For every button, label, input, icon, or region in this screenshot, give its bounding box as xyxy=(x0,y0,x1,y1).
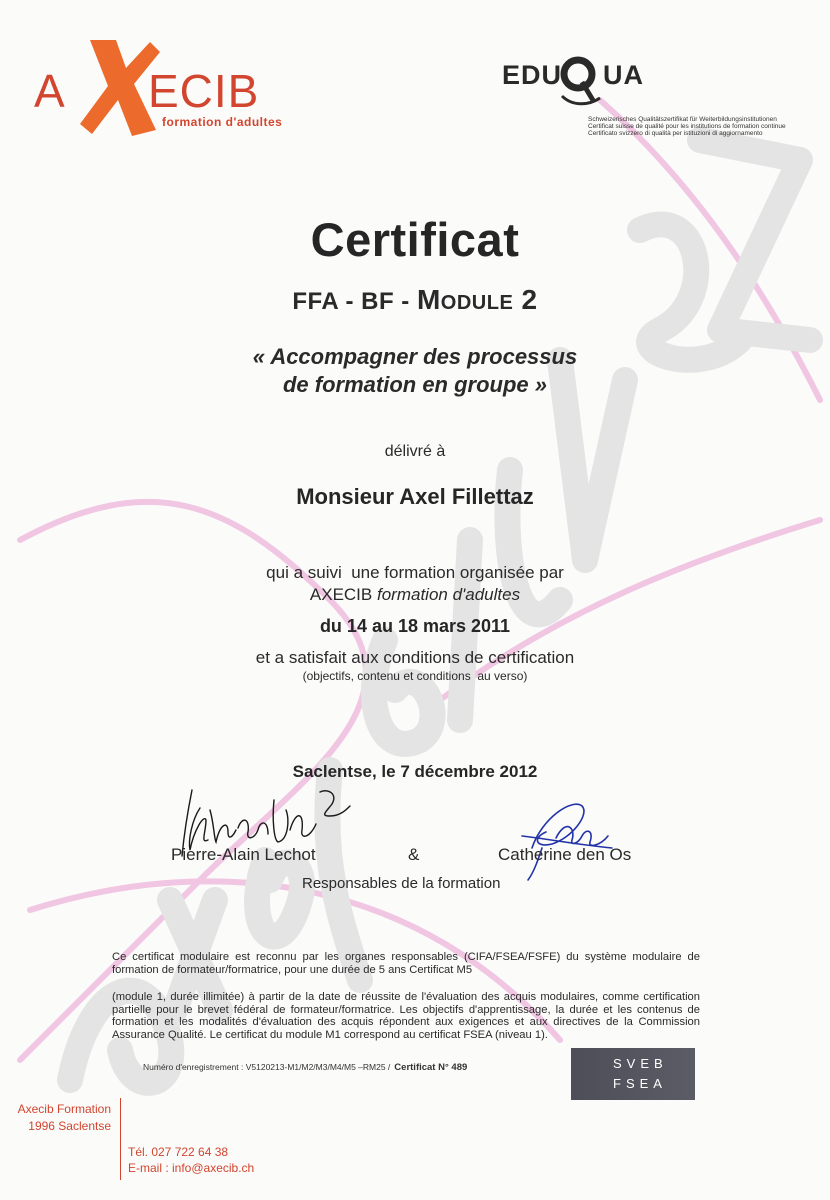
axecib-tagline: formation d'adultes xyxy=(162,115,283,129)
signer-1-name: Pierre-Alain Lechot xyxy=(171,845,316,864)
axecib-logo xyxy=(32,38,312,138)
organizer-line xyxy=(0,585,830,605)
course-dates: du 14 au 18 mars 2011 xyxy=(319,616,511,636)
registration-line xyxy=(143,1062,467,1073)
footer-email: E-mail : info@axecib.ch xyxy=(128,1161,255,1175)
footer-phone: Tél. 027 722 64 38 xyxy=(128,1145,229,1159)
certificate-title: Certificat xyxy=(310,213,520,266)
module-title-line-1: « Accompagner des processus xyxy=(252,344,578,369)
eduqua-word-right: UA xyxy=(603,60,644,90)
signer-2-name: Catherine den Os xyxy=(498,845,632,864)
eduqua-line-fr: Certificat suisse de qualité pour les institutions de formation continue xyxy=(588,123,786,130)
module-prefix: FFA - BF - xyxy=(292,288,417,315)
registration-number: Numéro d'enregistrement : V5120213-M1/M2/M3/M4/M5 –RM25 / xyxy=(143,1062,391,1072)
sveb-fsea-logo xyxy=(571,1048,695,1100)
module-title-line-2: de formation en groupe » xyxy=(282,372,548,397)
validity-paragraph: (module 1, durée illimitée) à partir de la date de réussite de l'évaluation des acquis modulaires, comme certification partielle pour le brevet fédéral de formateur/formatrice. Les objectifs d'apprentissage, la durée et les contenus de formation et les modalités d'évaluation des acquis répondent aux exigences et aux directives de la Commission Assurance Qualité. Le certificat du module M1 correspond au certificat FSEA (niveau 1). xyxy=(112,991,700,1041)
module-line xyxy=(0,284,830,316)
footer-divider xyxy=(120,1098,121,1180)
module-name: Module 2 xyxy=(416,284,538,315)
eduqua-line-it: Certificato svizzero di qualità per istituzioni di aggiornamento xyxy=(588,130,763,137)
eduqua-word-left: EDU xyxy=(502,60,563,90)
signers-role: Responsables de la formation xyxy=(302,875,501,892)
footer-company-name: Axecib Formation xyxy=(17,1102,111,1116)
recognition-paragraph: Ce certificat modulaire est reconnu par les organes responsables (CIFA/FSEA/FSFE) du système modulaire de formation de formateur/formatrice, pour une durée de 5 ans Certificat M5 xyxy=(112,951,700,976)
axecib-letter-a: A xyxy=(34,65,65,117)
recipient-name: Monsieur Axel Fillettaz xyxy=(296,484,534,509)
place-and-date: Saclentse, le 7 décembre 2012 xyxy=(292,762,538,781)
sveb-text: SVEB xyxy=(613,1056,668,1071)
organizer-name: AXECIB xyxy=(309,585,373,604)
eduqua-logo xyxy=(500,52,800,147)
followed-text: qui a suivi une formation organisée par xyxy=(266,563,564,582)
eduqua-q-icon xyxy=(558,52,602,108)
signature-den-os xyxy=(512,788,622,883)
delivered-to-label: délivré à xyxy=(384,443,446,460)
conditions-text: et a satisfait aux conditions de certification xyxy=(255,648,575,667)
certificate-number: Certificat N° 489 xyxy=(394,1062,468,1073)
fsea-text: FSEA xyxy=(613,1076,667,1091)
organizer-suffix: formation d'adultes xyxy=(376,585,521,604)
signers-ampersand: & xyxy=(408,845,420,864)
footer-city: 1996 Saclentse xyxy=(28,1119,111,1133)
conditions-note: (objectifs, contenu et conditions au verso) xyxy=(302,669,528,683)
axecib-letters-ecib: ECIB xyxy=(148,65,260,117)
eduqua-line-de: Schweizerisches Qualitätszertifikat für Weiterbildungsinstitutionen xyxy=(588,116,777,123)
